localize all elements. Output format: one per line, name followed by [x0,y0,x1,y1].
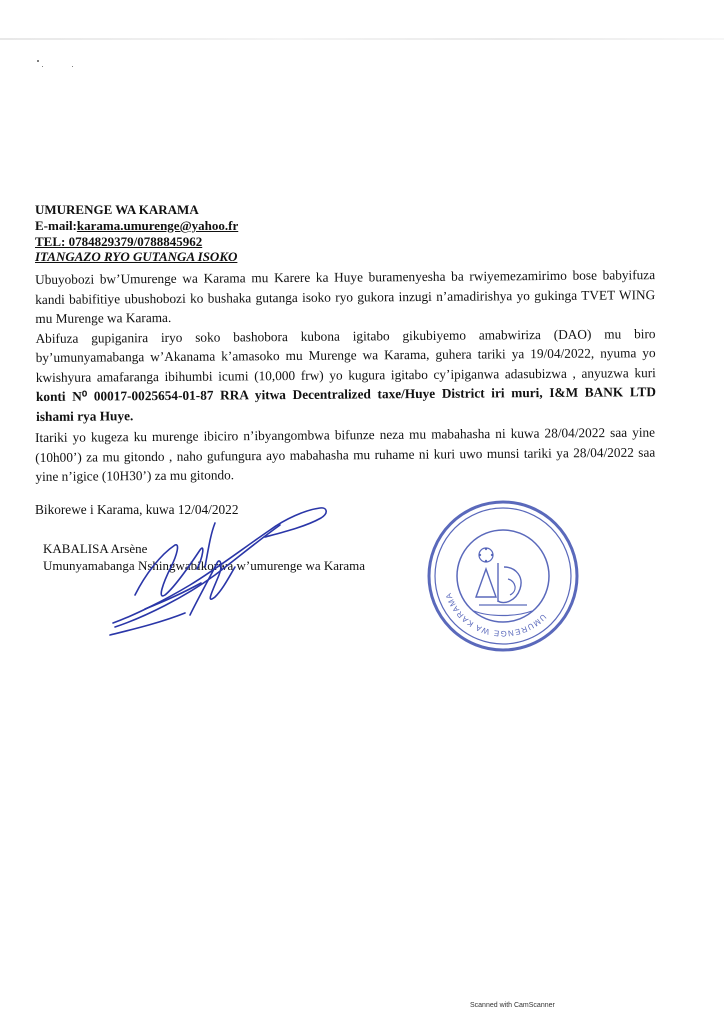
scan-speck [37,60,39,62]
handwritten-signature [105,505,335,640]
place-and-date: Bikorewe i Karama, kuwa 12/04/2022 [35,502,239,517]
scan-edge-line [0,38,724,40]
paragraph-deadline: Itariki yo kugeza ku murenge ibiciro n’ibyangombwa bifunze neza mu mabahasha ni kuwa 28/04/2022 saa yine (10h00’) za mu gitondo , naho gufungura ayo mabahasha mu ruhame ni kuri uwo munsi tariki ya 28/04/2022 saa yine n’igice (10H30’) za mu gitondo. [35,424,656,484]
letter-header [35,202,238,250]
paragraph-sentence-2: Abifuza gupiganira iryo soko bashobora kubona igitabo gikubiyemo amabwiriza (DAO) mu biro by’umunyamabanga w’Akanama k’amasoko mu Murenge wa Karama, guhera tariki ya 19/04/2022, nyuma yo kwishyura amafaranga ibihumbi icumi (10,000 frw) yo kugura igitabo cy’ipiganwa adasubizwa , anyuzwa kuri [35,325,656,385]
email-label: E-mail: [35,218,77,233]
scan-speck [42,66,43,67]
official-stamp [424,497,582,655]
paragraph-sentence-1: Ubuyobozi bw’Umurenge wa Karama mu Karere ka Huye buramenyesha ba rwiyemezamirimo bose babyifuza kandi babifitiye ubushobozi ko bushaka gutanga isoko ryo gukora inzugi n’amadirishya yo gukinga TVET WING mu Murenge wa Karama. [35,267,656,326]
signer-role: Umunyamabanga Nshingwabikorwa w’umurenge wa Karama [43,558,366,573]
bank-account-details: konti N⁰ 00017-0025654-01-87 RRA yitwa Decentralized taxe/Huye District iri muri, I&M BANK LTD ishami rya Huye. [35,384,657,424]
stamp-ring-text: UMURENGE WA KARAMA [443,591,548,639]
paragraph-tender-notice [35,265,656,426]
telephone: TEL: 0784829379/0788845962 [35,234,203,249]
signer-name: KABALISA Arsène [43,541,148,556]
org-name: UMURENGE WA KARAMA [35,202,199,217]
scan-speck [72,66,73,67]
scanner-watermark: Scanned with CamScanner [470,1002,555,1009]
email-line [35,218,238,234]
email-value: karama.umurenge@yahoo.fr [76,218,239,233]
announcement-title: ITANGAZO RYO GUTANGA ISOKO [35,249,238,264]
